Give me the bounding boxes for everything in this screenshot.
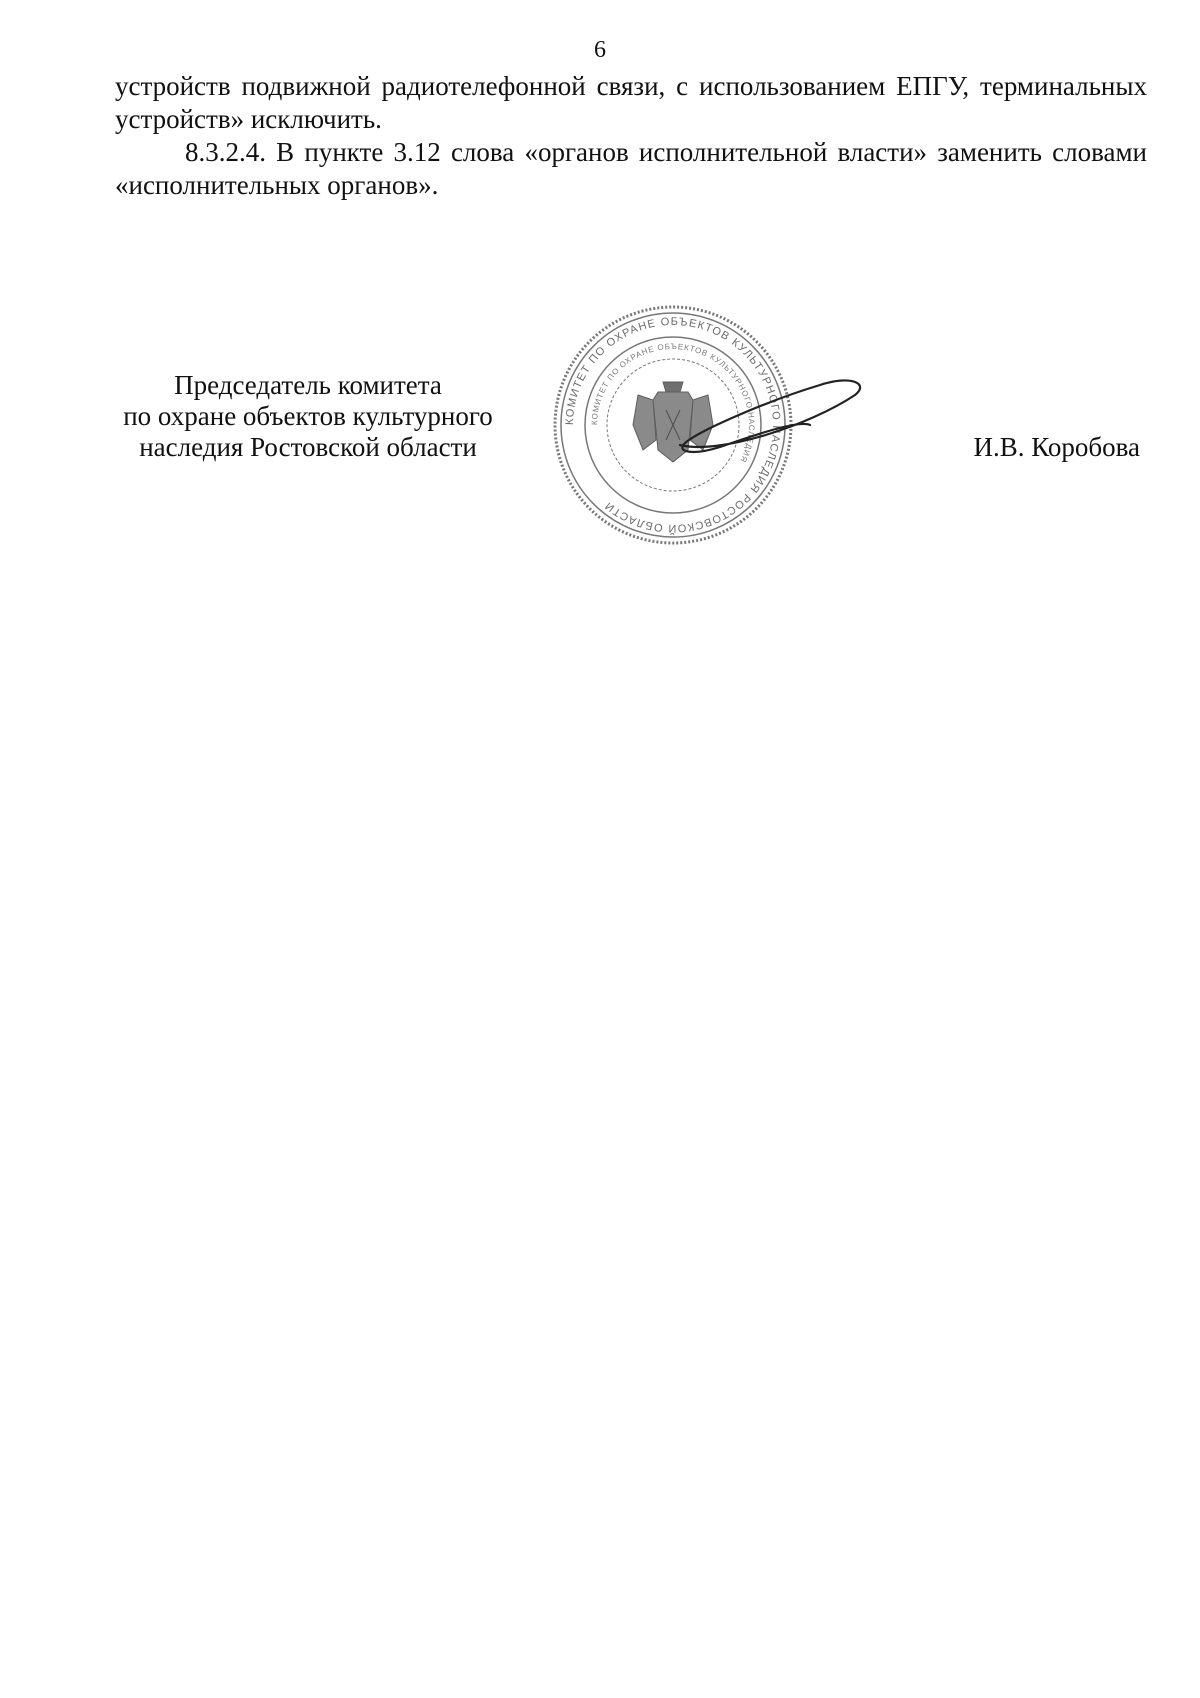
signatory-position xyxy=(108,370,508,463)
signatory-position-line: по охране объектов культурного xyxy=(123,401,493,431)
page-number: 6 xyxy=(594,37,606,63)
paragraph-item-8-3-2-4: 8.3.2.4. В пункте 3.12 слова «органов исполнительной власти» заменить словами «исполнительных органов». xyxy=(115,137,1147,200)
handwritten-signature xyxy=(660,375,870,465)
signatory-position-line: Председатель комитета xyxy=(174,370,442,400)
seal-outer-inscription-path: КОМИТЕТ ПО ОХРАНЕ ОБЪЕКТОВ КУЛЬТУРНОГО НАСЛЕДИЯ РОСТОВСКОЙ ОБЛАСТИ xyxy=(563,315,783,535)
signatory-position-line: наследия Ростовской области xyxy=(139,432,477,462)
seal-inner-inscription-path: КОМИТЕТ ПО ОХРАНЕ ОБЪЕКТОВ КУЛЬТУРНОГО НАСЛЕДИЯ xyxy=(589,341,757,465)
signatory-name: И.В. Коробова xyxy=(973,432,1140,462)
paragraph-continuation: устройств подвижной радиотелефонной связи, с использованием ЕПГУ, терминальных устройств» исключить. xyxy=(115,71,1147,134)
document-body xyxy=(115,70,1147,202)
